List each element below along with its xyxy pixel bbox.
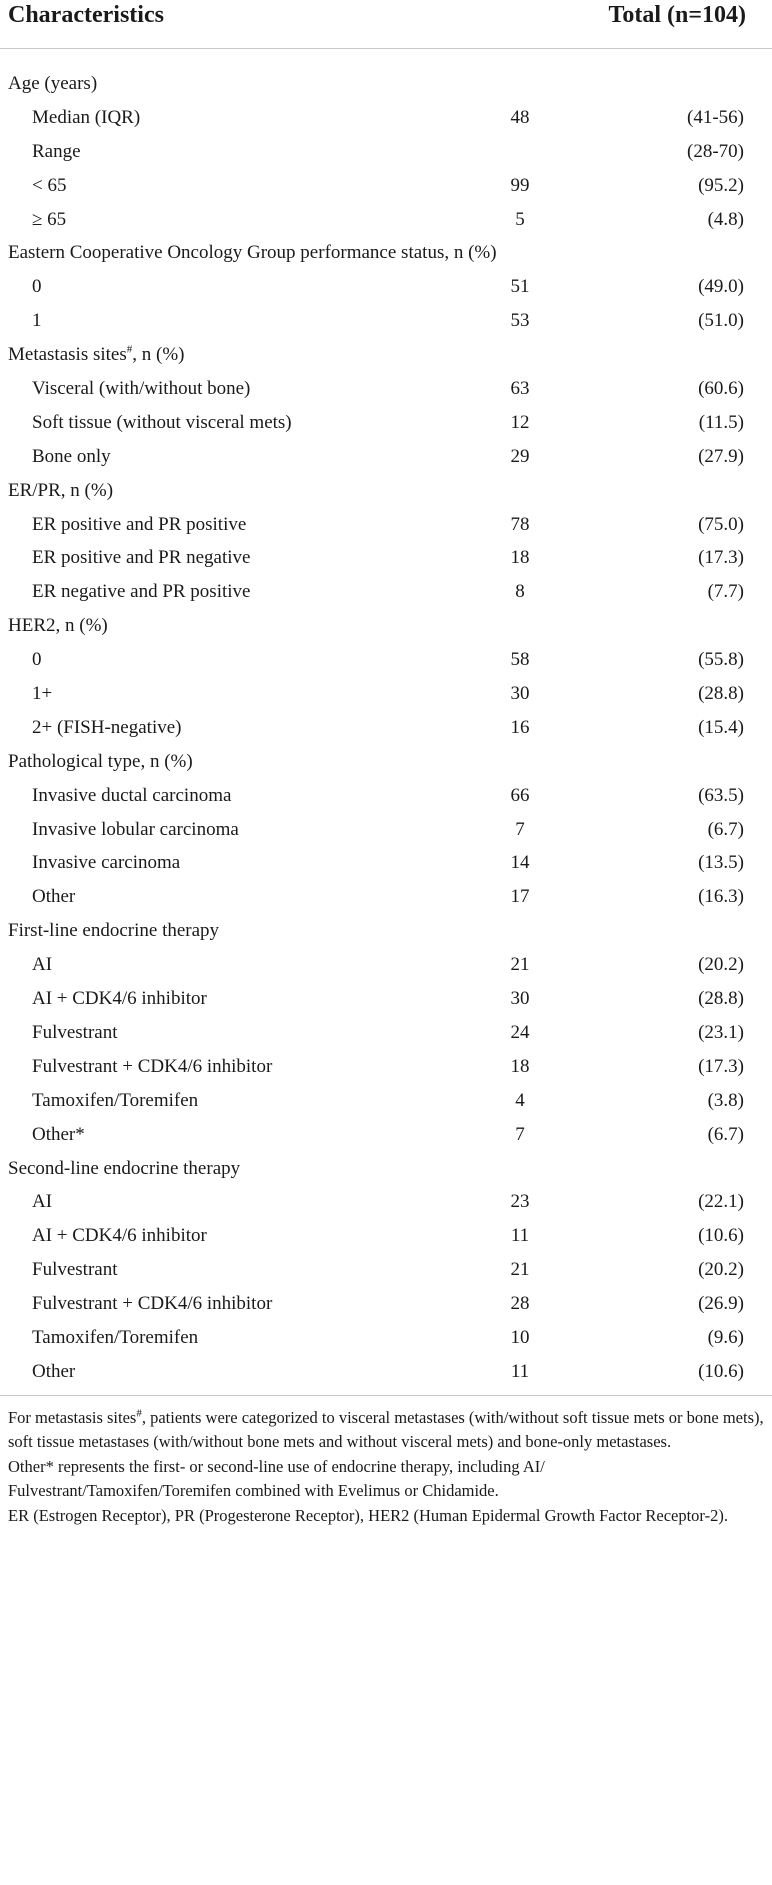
table-group-header <box>0 236 772 270</box>
row-count: 21 <box>510 1259 530 1281</box>
table-row <box>0 541 772 575</box>
row-label: AI + CDK4/6 inhibitor <box>32 988 207 1010</box>
table-row <box>0 169 772 203</box>
row-label: Fulvestrant <box>32 1259 118 1281</box>
row-count: 7 <box>515 818 525 840</box>
row-label: 0 <box>32 649 42 671</box>
header-total: Total (n=104) <box>608 2 746 28</box>
table-row <box>0 880 772 914</box>
row-label: ER positive and PR negative <box>32 547 251 569</box>
row-label: Age (years) <box>8 73 98 94</box>
row-label: Tamoxifen/Toremifen <box>32 1089 199 1111</box>
row-label: ER negative and PR positive <box>32 581 251 603</box>
table-row <box>0 372 772 406</box>
row-percent: (55.8) <box>698 649 744 671</box>
row-count: 21 <box>510 954 530 976</box>
table-row <box>0 203 772 237</box>
row-count: 16 <box>510 716 530 738</box>
row-count: 63 <box>510 378 530 400</box>
row-label: Second-line endocrine therapy <box>8 1157 241 1179</box>
row-percent: (17.3) <box>698 547 744 569</box>
row-label: Bone only <box>32 445 111 467</box>
table-group-header <box>0 338 772 372</box>
row-label: Visceral (with/without bone) <box>32 378 251 400</box>
footnote-abbreviations: ER (Estrogen Receptor), PR (Progesterone Receptor), HER2 (Human Epidermal Growth Factor Receptor-2). <box>8 1505 728 1525</box>
row-label: ≥ 65 <box>32 208 67 230</box>
row-percent: (27.9) <box>698 445 744 467</box>
row-percent: (28.8) <box>698 988 744 1010</box>
row-percent: (26.9) <box>698 1293 744 1315</box>
row-count: 10 <box>510 1326 530 1348</box>
row-label: Other* <box>32 1123 85 1145</box>
row-label: Eastern Cooperative Oncology Group performance status, n (%) <box>8 242 497 264</box>
table-row <box>0 1016 772 1050</box>
table-row <box>0 304 772 338</box>
row-percent: (28-70) <box>687 140 744 162</box>
row-count: 53 <box>510 310 530 332</box>
row-label: 0 <box>32 276 42 298</box>
table-group-header <box>0 609 772 643</box>
row-count: 48 <box>510 106 530 128</box>
table-row <box>0 1185 772 1219</box>
row-label: 1 <box>32 310 42 332</box>
row-percent: (15.4) <box>698 716 744 738</box>
row-count: 7 <box>515 1123 525 1145</box>
row-percent: (13.5) <box>698 852 744 874</box>
row-percent: (95.2) <box>698 174 744 196</box>
row-percent: (23.1) <box>698 1021 744 1043</box>
row-percent: (17.3) <box>698 1055 744 1077</box>
row-count: 30 <box>510 988 530 1010</box>
row-percent: (41-56) <box>687 106 744 128</box>
row-label: 1+ <box>32 683 53 705</box>
row-count: 28 <box>510 1293 530 1315</box>
row-label: ER/PR, n (%) <box>8 479 114 501</box>
row-percent: (22.1) <box>698 1191 744 1213</box>
row-count: 23 <box>510 1191 530 1213</box>
table-row <box>0 813 772 847</box>
table-row <box>0 779 772 813</box>
row-label: 2+ (FISH-negative) <box>32 716 182 738</box>
row-percent: (9.6) <box>707 1326 744 1348</box>
row-percent: (60.6) <box>698 378 744 400</box>
table-row <box>0 135 772 169</box>
row-count: 51 <box>510 276 530 298</box>
table-header <box>0 0 772 49</box>
row-label: Invasive carcinoma <box>32 852 181 874</box>
row-count: 29 <box>510 445 530 467</box>
table-row <box>0 101 772 135</box>
row-label: Other <box>32 886 76 908</box>
table-row <box>0 1084 772 1118</box>
row-percent: (10.6) <box>698 1360 744 1382</box>
table-group-header <box>0 745 772 779</box>
row-label: Invasive ductal carcinoma <box>32 784 232 806</box>
row-count: 5 <box>515 208 525 230</box>
table-group-header <box>0 67 772 101</box>
row-label: Fulvestrant + CDK4/6 inhibitor <box>32 1055 273 1077</box>
table-group-header <box>0 1152 772 1186</box>
table-row <box>0 1355 772 1389</box>
row-percent: (10.6) <box>698 1225 744 1247</box>
table-footnotes <box>0 1396 772 1529</box>
row-count: 11 <box>510 1360 530 1382</box>
table-row <box>0 1321 772 1355</box>
table-row <box>0 1287 772 1321</box>
table-row <box>0 270 772 304</box>
row-label: HER2, n (%) <box>8 615 108 637</box>
row-label: ER positive and PR positive <box>32 513 247 535</box>
row-percent: (20.2) <box>698 954 744 976</box>
row-label: Metastasis sites#, n (%) <box>8 343 185 366</box>
row-percent: (20.2) <box>698 1259 744 1281</box>
row-count: 4 <box>515 1089 525 1111</box>
table-row <box>0 643 772 677</box>
table-group-header <box>0 914 772 948</box>
row-percent: (51.0) <box>698 310 744 332</box>
row-label: First-line endocrine therapy <box>8 920 220 942</box>
table-group-header <box>0 474 772 508</box>
row-label: Fulvestrant + CDK4/6 inhibitor <box>32 1293 273 1315</box>
table-row <box>0 575 772 609</box>
row-label: Other <box>32 1360 76 1382</box>
row-count: 18 <box>510 1055 530 1077</box>
row-label: Range <box>32 140 81 162</box>
table-row <box>0 406 772 440</box>
table-row <box>0 1118 772 1152</box>
row-count: 11 <box>510 1225 530 1247</box>
row-label: Tamoxifen/Toremifen <box>32 1326 199 1348</box>
row-percent: (28.8) <box>698 683 744 705</box>
table-body <box>0 67 772 1389</box>
row-count: 8 <box>515 581 525 603</box>
footnote-metastasis: For metastasis sites#, patients were categorized to visceral metastases (with/without soft tissue mets or bone mets), soft tissue metastases (with/without bone mets and without visceral mets) and bone-only metastases. <box>8 1407 764 1452</box>
row-count: 78 <box>510 513 530 535</box>
row-percent: (6.7) <box>707 1123 744 1145</box>
row-label: Median (IQR) <box>32 106 141 128</box>
table-row <box>0 1219 772 1253</box>
row-label: Fulvestrant <box>32 1021 118 1043</box>
footnote-other: Other* represents the first- or second-line use of endocrine therapy, including AI/ Fulvestrant/Tamoxifen/Toremifen combined with Evelimus or Chidamide. <box>8 1456 545 1501</box>
table-row <box>0 508 772 542</box>
table-row <box>0 846 772 880</box>
row-count: 18 <box>510 547 530 569</box>
row-count: 24 <box>510 1021 530 1043</box>
row-percent: (6.7) <box>707 818 744 840</box>
table-row <box>0 440 772 474</box>
row-percent: (7.7) <box>707 581 744 603</box>
table-row <box>0 677 772 711</box>
row-percent: (49.0) <box>698 276 744 298</box>
row-percent: (4.8) <box>707 208 744 230</box>
row-count: 66 <box>510 784 530 806</box>
table-row <box>0 948 772 982</box>
table-row <box>0 982 772 1016</box>
row-count: 14 <box>510 852 530 874</box>
row-percent: (16.3) <box>698 886 744 908</box>
row-count: 17 <box>510 886 530 908</box>
row-count: 99 <box>510 174 530 196</box>
row-percent: (75.0) <box>698 513 744 535</box>
row-percent: (11.5) <box>698 411 744 433</box>
row-label: AI + CDK4/6 inhibitor <box>32 1225 207 1247</box>
row-label: AI <box>32 1191 53 1213</box>
row-count: 12 <box>510 411 530 433</box>
row-label: Invasive lobular carcinoma <box>32 818 239 840</box>
row-percent: (3.8) <box>707 1089 744 1111</box>
table-row <box>0 1253 772 1287</box>
row-count: 30 <box>510 683 530 705</box>
row-percent: (63.5) <box>698 784 744 806</box>
row-label: < 65 <box>32 174 67 196</box>
row-label: Soft tissue (without visceral mets) <box>32 411 292 433</box>
table-row <box>0 711 772 745</box>
row-label: AI <box>32 954 53 976</box>
row-count: 58 <box>510 649 530 671</box>
header-characteristics: Characteristics <box>8 2 164 28</box>
table-row <box>0 1050 772 1084</box>
row-label: Pathological type, n (%) <box>8 750 193 772</box>
